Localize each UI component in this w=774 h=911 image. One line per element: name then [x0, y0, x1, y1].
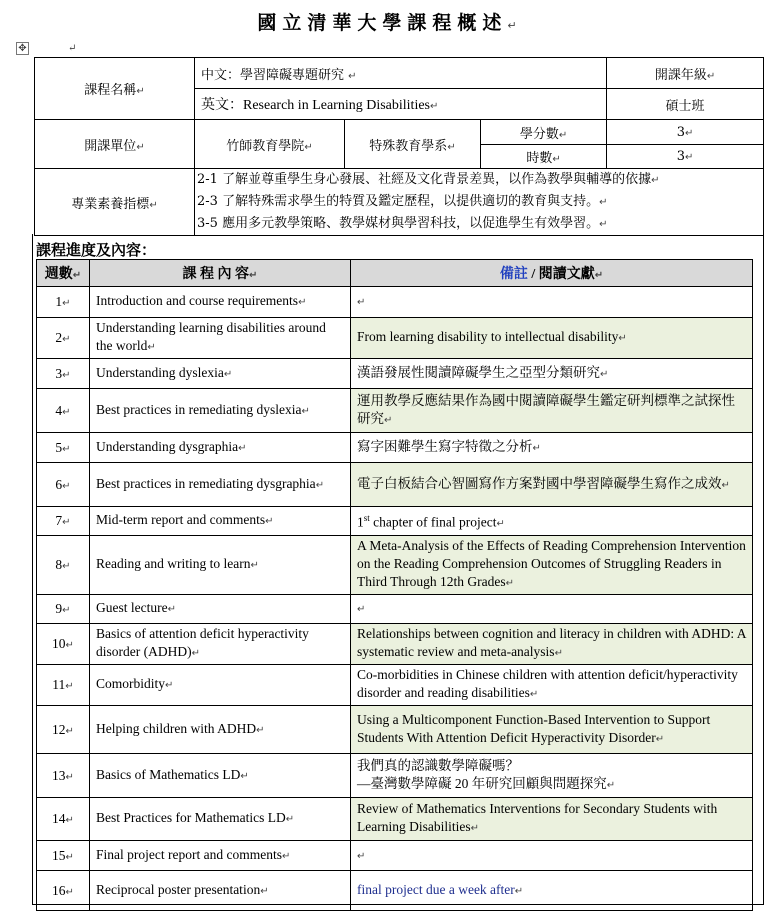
page-title	[0, 8, 774, 35]
week-topic: Helping children with ADHD↵	[90, 706, 351, 754]
week-reading: 我們真的認識數學障礙嗎？ —臺灣數學障礙 20 年研究回顧與問題探究↵	[351, 754, 753, 798]
week-number: 11↵	[37, 665, 90, 706]
course-department: 特殊教育學系↵	[345, 120, 481, 169]
week-reading: 寫字困難學生寫字特徵之分析↵	[351, 433, 753, 463]
week-reading: Review of Mathematics Interventions for Secondary Students with Learning Disabilities↵	[351, 798, 753, 841]
week-number: 15↵	[37, 841, 90, 871]
credits-label: 學分數↵	[481, 120, 607, 145]
course-college: 竹師教育學院↵	[195, 120, 345, 169]
table-row	[37, 318, 753, 359]
week-number: 4↵	[37, 389, 90, 433]
table-row	[37, 463, 753, 507]
schedule-title: 課程進度及內容：	[36, 241, 157, 259]
week-number: 3↵	[37, 359, 90, 389]
course-name-en: 英文：Research in Learning Disabilities↵	[195, 89, 607, 120]
week-number: 5↵	[37, 433, 90, 463]
table-row	[37, 507, 753, 536]
week-topic: Understanding dysgraphia↵	[90, 433, 351, 463]
week-number: 12↵	[37, 706, 90, 754]
week-number: 1↵	[37, 287, 90, 318]
week-topic: Understanding dyslexia↵	[90, 359, 351, 389]
week-number: 14↵	[37, 798, 90, 841]
table-row	[37, 536, 753, 595]
week-topic: Reciprocal poster presentation↵	[90, 871, 351, 911]
week-number: 8↵	[37, 536, 90, 595]
table-row	[37, 665, 753, 706]
competency-item: 2-3 了解特殊需求學生的特質及鑑定歷程，以提供適切的教育與支持。↵	[197, 194, 608, 209]
week-topic: Basics of Mathematics LD↵	[90, 754, 351, 798]
competency-list	[195, 169, 764, 236]
week-topic: Guest lecture↵	[90, 595, 351, 624]
week-reading: Co-morbidities in Chinese children with attention deficit/hyperactivity disorder and reading disabilities↵	[351, 665, 753, 706]
week-number: 13↵	[37, 754, 90, 798]
competency-item: 3-5 應用多元教學策略、教學媒材與學習科技，以促進學生有效學習。↵	[197, 216, 608, 231]
week-reading: ↵	[351, 595, 753, 624]
week-number: 6↵	[37, 463, 90, 507]
paragraph-mark-icon: ↵	[68, 43, 77, 54]
table-row	[37, 433, 753, 463]
week-topic: Best practices in remediating dysgraphia↵	[90, 463, 351, 507]
week-reading: Relationships between cognition and literacy in children with ADHD: A systematic review and meta-analysis↵	[351, 624, 753, 665]
page-title-text: 國立清華大學課程概述	[257, 12, 508, 34]
week-topic: Basics of attention deficit hyperactivity disorder (ADHD)↵	[90, 624, 351, 665]
table-row	[37, 841, 753, 871]
week-reading: Using a Multicomponent Function-Based Intervention to Support Students With Attention Deficit Hyperactivity Disorder↵	[351, 706, 753, 754]
table-row	[37, 624, 753, 665]
table-row	[37, 706, 753, 754]
week-topic: Mid-term report and comments↵	[90, 507, 351, 536]
table-row	[37, 754, 753, 798]
competency-item: 2-1 了解並尊重學生身心發展、社經及文化背景差異，以作為教學與輔導的依據↵	[197, 172, 660, 187]
paragraph-mark-icon: ↵	[507, 19, 517, 32]
credits-value: 3↵	[607, 120, 764, 145]
course-year-label: 開課年級↵	[607, 58, 764, 89]
hours-label: 時數↵	[481, 145, 607, 169]
table-row	[37, 389, 753, 433]
week-topic: Introduction and course requirements↵	[90, 287, 351, 318]
schedule-table	[36, 259, 753, 911]
week-topic: Best practices in remediating dyslexia↵	[90, 389, 351, 433]
week-topic: Best Practices for Mathematics LD↵	[90, 798, 351, 841]
week-reading: final project due a week after↵	[351, 871, 753, 911]
header-week: 週數↵	[37, 260, 90, 287]
course-name-zh: 中文：學習障礙專題研究 ↵	[195, 58, 607, 89]
course-name-label: 課程名稱↵	[35, 58, 195, 120]
week-reading: ↵	[351, 841, 753, 871]
week-topic: Final project report and comments↵	[90, 841, 351, 871]
competency-label: 專業素養指標↵	[35, 169, 195, 236]
week-reading: 1st chapter of final project↵	[351, 507, 753, 536]
header-notes: 備註 / 閱讀文獻↵	[351, 260, 753, 287]
course-info-table	[34, 57, 764, 236]
hours-value: 3↵	[607, 145, 764, 169]
week-topic: Understanding learning disabilities around the world↵	[90, 318, 351, 359]
table-row	[37, 871, 753, 911]
week-number: 7↵	[37, 507, 90, 536]
week-number: 9↵	[37, 595, 90, 624]
week-number: 10↵	[37, 624, 90, 665]
week-number: 2↵	[37, 318, 90, 359]
table-row	[37, 359, 753, 389]
week-topic: Reading and writing to learn↵	[90, 536, 351, 595]
week-reading: From learning disability to intellectual disability↵	[351, 318, 753, 359]
week-reading: A Meta-Analysis of the Effects of Reading Comprehension Intervention on the Reading Comprehension Outcomes of Struggling Readers in Third Through 12th Grades↵	[351, 536, 753, 595]
course-year-value: 碩士班	[607, 89, 764, 120]
table-row	[37, 798, 753, 841]
header-content: 課 程 內 容↵	[90, 260, 351, 287]
week-number: 16↵	[37, 871, 90, 911]
week-reading: 漢語發展性閱讀障礙學生之亞型分類研究↵	[351, 359, 753, 389]
course-unit-label: 開課單位↵	[35, 120, 195, 169]
week-reading: 電子白板結合心智圖寫作方案對國中學習障礙學生寫作之成效↵	[351, 463, 753, 507]
table-move-handle-icon[interactable]: ✥	[16, 42, 29, 55]
table-row	[37, 595, 753, 624]
week-topic: Comorbidity↵	[90, 665, 351, 706]
week-reading: 運用教學反應結果作為國中閱讀障礙學生鑑定研判標準之試探性研究↵	[351, 389, 753, 433]
week-reading: ↵	[351, 287, 753, 318]
table-row	[37, 287, 753, 318]
